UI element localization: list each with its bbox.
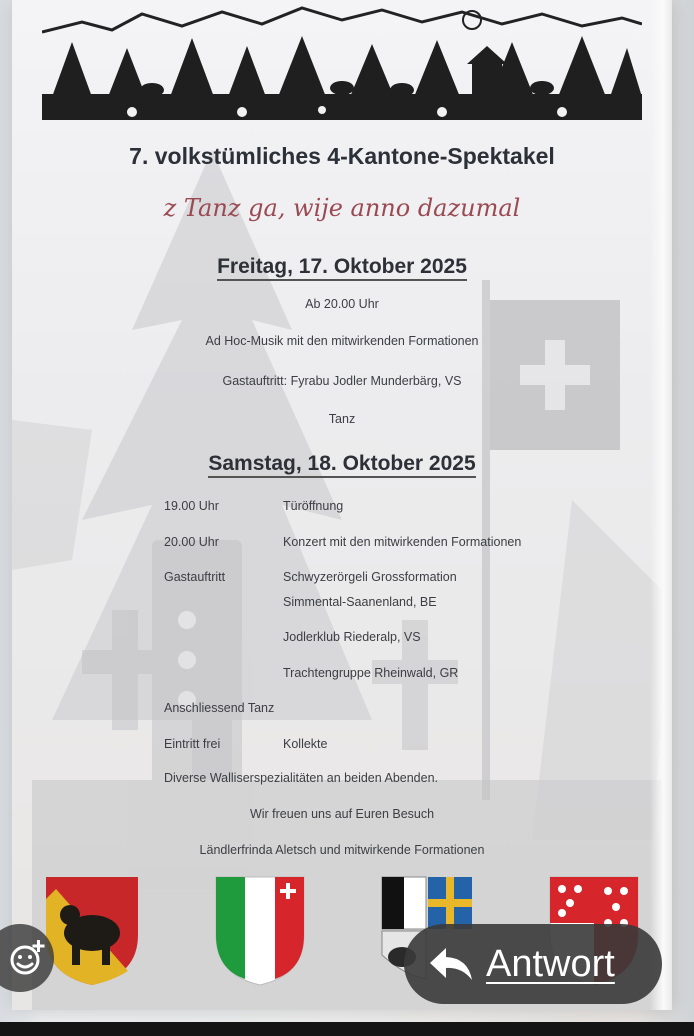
- alpine-silhouette-banner: [42, 2, 642, 130]
- page-edge: [650, 0, 672, 1010]
- friday-line: Gastauftritt: Fyrabu Jodler Munderbärg, VS: [222, 374, 462, 388]
- event-poster: [12, 0, 672, 1010]
- friday-line: Tanz: [328, 412, 356, 426]
- entry-label: Eintritt frei: [164, 737, 221, 751]
- reply-button[interactable]: [404, 924, 662, 1004]
- organizers-text: Ländlerfrinda Aletsch und mitwirkende Formationen: [199, 843, 485, 857]
- schedule-label: Gastauftritt: [164, 570, 226, 584]
- saturday-heading: Samstag, 18. Oktober 2025: [12, 452, 672, 476]
- reply-label: Antwort: [486, 942, 615, 985]
- schedule-label: 19.00 Uhr: [164, 499, 219, 513]
- schedule-text: Konzert mit den mitwirkenden Formationen: [283, 535, 522, 549]
- specialties-text: Diverse Walliserspezialitäten an beiden Abenden.: [164, 771, 439, 785]
- poster-subtitle: z Tanz ga, wije anno dazumal: [163, 194, 521, 222]
- poster-title: 7. volkstümliches 4-Kantone-Spektakel: [129, 143, 555, 169]
- schedule-label: 20.00 Uhr: [164, 535, 219, 549]
- bottom-bar: [0, 1022, 694, 1036]
- schedule-text: Trachtengruppe Rheinwald, GR: [283, 666, 459, 680]
- bern-crest-icon: [44, 875, 140, 987]
- reply-arrow-icon: [428, 946, 474, 982]
- entry-text: Kollekte: [283, 737, 328, 751]
- schedule-text: Schwyzerörgeli Grossformation: [283, 570, 457, 584]
- friday-line: Ad Hoc-Musik mit den mitwirkenden Formationen: [205, 334, 479, 348]
- neuchatel-crest-icon: [214, 875, 306, 987]
- friday-line: Ab 20.00 Uhr: [305, 297, 379, 311]
- schedule-text: Jodlerklub Riederalp, VS: [283, 630, 421, 644]
- friday-heading: Freitag, 17. Oktober 2025: [12, 255, 672, 279]
- schedule-text: Simmental-Saanenland, BE: [283, 595, 437, 609]
- welcome-text: Wir freuen uns auf Euren Besuch: [249, 807, 435, 821]
- after-text: Anschliessend Tanz: [164, 701, 275, 715]
- add-reaction-icon: [7, 938, 47, 978]
- schedule-text: Türöffnung: [283, 499, 344, 513]
